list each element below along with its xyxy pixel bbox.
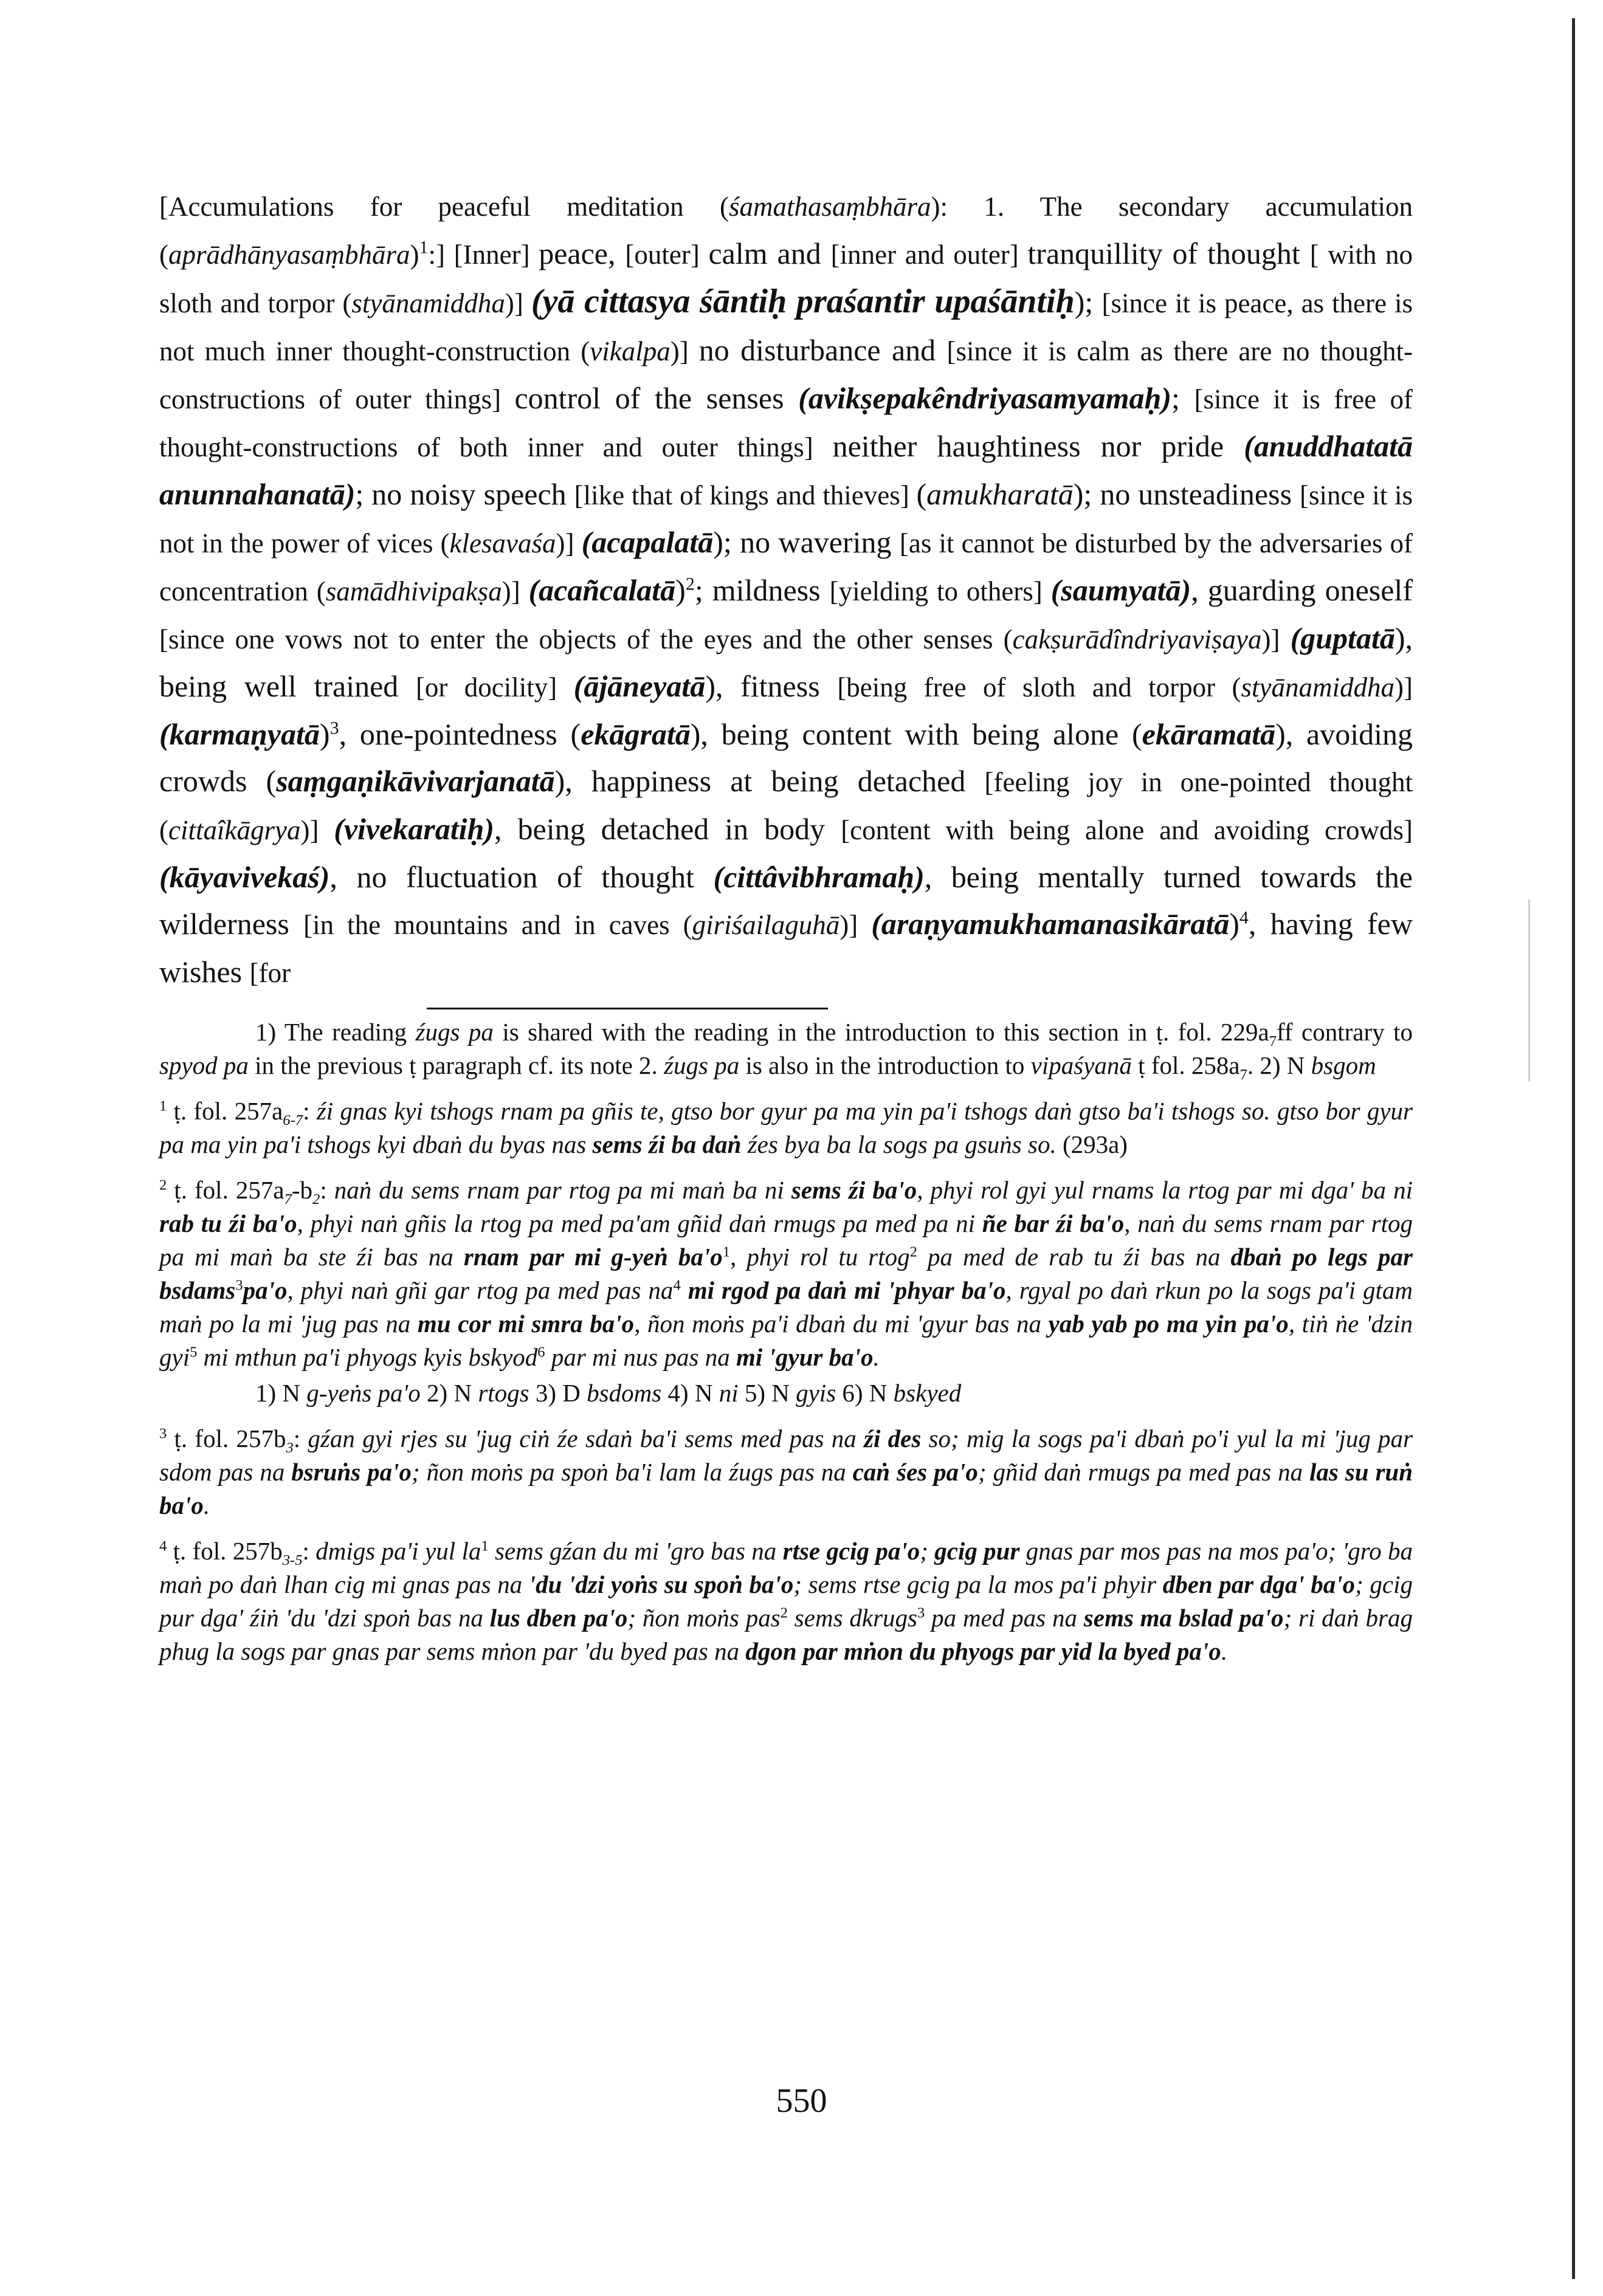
fn2-segment: mu cor mi smra ba'o xyxy=(417,1310,635,1338)
main-segment: ); no unsteadiness xyxy=(1073,477,1300,511)
main-segment: (karmaṇyatā xyxy=(159,717,320,751)
main-segment: [outer] xyxy=(625,239,709,270)
fn1-segment: ṭ. fol. 257a xyxy=(167,1097,283,1125)
fn4-segment: sems ma bslad pa'o xyxy=(1083,1604,1284,1632)
fn2-segment: rnam par mi g-yeṅ ba'o xyxy=(463,1243,723,1271)
fn4-segment: . xyxy=(1221,1637,1228,1665)
fn2-segment: : xyxy=(320,1176,334,1204)
main-segment: peace, xyxy=(539,236,626,270)
fn3-segment: ; ñon moṅs pa spoṅ ba'i lam la źugs pas na xyxy=(412,1458,853,1486)
main-segment: ): 1. The secondary accumulation ( xyxy=(159,191,1413,270)
main-segment: [or docility] xyxy=(415,672,574,703)
fn4-segment: gnas par mos pas na mos pa'o; 'gro ba maṅ po daṅ lhan cig mi gnas pas na xyxy=(159,1537,1413,1598)
fn2-segment: pa med de rab tu źi bas na xyxy=(917,1243,1231,1271)
fn4-segment: rtse gcig pa'o xyxy=(782,1537,920,1565)
app2-segment: bsdoms xyxy=(587,1379,662,1407)
main-segment: [for xyxy=(249,958,291,988)
fn3-segment: 3 xyxy=(159,1425,167,1442)
fn4-segment: 4 xyxy=(159,1538,167,1555)
fn2-segment: -b xyxy=(291,1176,313,1204)
app2-segment: 1) N xyxy=(255,1379,307,1407)
main-segment: , no fluctuation of thought xyxy=(329,860,714,894)
main-segment: , having few wishes xyxy=(159,907,1413,989)
main-segment: (ājāneyatā xyxy=(573,669,706,703)
main-segment: )] xyxy=(1394,672,1413,703)
fn4-segment: ; gcig pur dga' źiṅ 'du 'dzi spoṅ bas na xyxy=(159,1570,1413,1632)
main-segment: )] xyxy=(505,288,531,318)
main-segment: (guptatā xyxy=(1290,621,1395,655)
main-segment: , being detached in body xyxy=(494,812,841,846)
main-segment: (vivekaratiḥ) xyxy=(334,812,495,846)
main-segment: [being free of sloth and torpor ( xyxy=(837,672,1241,703)
app1-segment: in the previous ṭ paragraph cf. its note 2. xyxy=(248,1051,664,1079)
main-segment: ), happiness at being detached xyxy=(554,764,985,798)
page-edge-shadow xyxy=(1528,899,1530,1082)
app2-segment: g-yeṅs pa'o xyxy=(306,1379,421,1407)
fn3-segment: ; gñid daṅ rmugs pa med pas na xyxy=(977,1458,1310,1486)
app1-segment: bsgom xyxy=(1311,1051,1376,1079)
fn3-segment: . xyxy=(203,1491,210,1519)
app2-segment: 4) N xyxy=(661,1379,719,1407)
fn4-segment: ; sems rtse gcig pa la mos pa'i phyir xyxy=(793,1570,1163,1598)
main-segment: [Accumulations for peaceful meditation ( xyxy=(159,191,729,222)
app2-segment: rtogs xyxy=(478,1379,529,1407)
main-segment: [since one vows not to enter the objects of the eyes and the other senses ( xyxy=(159,624,1013,655)
main-segment: (cittâvibhramaḥ) xyxy=(713,860,925,894)
main-segment: , guarding oneself xyxy=(1191,573,1413,607)
fn4-segment: gcig pur xyxy=(934,1537,1020,1565)
main-segment: ) xyxy=(675,573,686,607)
main-segment: tranquillity of thought xyxy=(1027,236,1310,270)
fn2-segment: mi mthun pa'i phyogs kyis bskyod xyxy=(197,1343,538,1371)
main-segment: (acapalatā xyxy=(581,525,714,559)
main-segment: ; xyxy=(1171,381,1194,415)
main-segment: (saumyatā) xyxy=(1050,573,1191,607)
fn4-segment: sems dkrugs xyxy=(787,1604,917,1632)
main-segment: samādhivipakṣa xyxy=(325,576,502,607)
fn3-segment: : xyxy=(293,1425,308,1452)
fn2-segment: pa'o xyxy=(243,1276,288,1304)
footnote-4 xyxy=(159,1535,1413,1668)
main-segment: calm and xyxy=(708,236,831,270)
main-segment: cittaîkāgrya xyxy=(168,815,301,845)
main-segment: 3 xyxy=(329,718,339,738)
fn4-segment: ; ri daṅ brag phug la sogs par gnas par sems mṅon par 'du byed pas na xyxy=(159,1604,1413,1665)
apparatus-note-2 xyxy=(159,1377,1413,1410)
fn2-segment: , rgyal po daṅ rkun po la sogs pa'i gtam maṅ po la mi 'jug pas na xyxy=(159,1276,1413,1338)
main-segment: )] xyxy=(670,336,699,366)
main-segment: :] [Inner] xyxy=(428,239,539,270)
main-segment: [as it cannot be disturbed by the adversaries of concentration ( xyxy=(159,528,1413,607)
fn1-segment: (293a) xyxy=(1062,1130,1128,1158)
main-segment: (avikṣepakêndriyasamyamaḥ) xyxy=(798,381,1171,415)
main-segment: [content with being alone and avoiding crowds] xyxy=(841,815,1413,845)
fn2-segment: , phyi rol gyi yul rnams la rtog par mi dga' ba ni xyxy=(917,1176,1413,1204)
main-segment: ), being content with being alone ( xyxy=(690,717,1142,751)
main-segment: styānamiddha xyxy=(351,288,505,318)
fn2-segment: mi rgod pa daṅ mi 'phyar ba'o xyxy=(688,1276,1006,1304)
fn4-segment: 1 xyxy=(481,1538,489,1555)
fn3-segment: bsruṅs pa'o xyxy=(291,1458,412,1486)
main-segment: 4 xyxy=(1239,907,1249,928)
app1-segment: 7 xyxy=(1269,1033,1277,1050)
fn4-segment: ; xyxy=(920,1537,935,1565)
fn4-segment: dmigs pa'i yul la xyxy=(315,1537,481,1565)
fn2-segment: rab tu źi ba'o xyxy=(159,1209,297,1237)
fn3-segment: las su ruṅ ba'o xyxy=(159,1458,1413,1519)
fn3-segment: caṅ śes pa'o xyxy=(852,1458,978,1486)
app1-segment: ff contrary to xyxy=(1277,1018,1413,1046)
fn2-segment: 2 xyxy=(159,1177,167,1194)
page-edge xyxy=(1572,18,1575,2279)
fn3-segment: ṭ. fol. 257b xyxy=(167,1425,286,1452)
app1-segment: spyod pa xyxy=(159,1051,249,1079)
fn2-segment: naṅ du sems rnam par rtog pa mi maṅ ba ni xyxy=(334,1176,791,1204)
app1-segment: The reading xyxy=(284,1018,416,1046)
fn1-segment: 6-7 xyxy=(283,1112,303,1129)
fn2-segment: sems źi ba'o xyxy=(791,1176,917,1204)
fn2-segment: , naṅ du sems rnam par rtog pa mi maṅ ba ste źi bas na xyxy=(159,1209,1413,1271)
main-segment: [since it is not in the power of vices ( xyxy=(159,480,1413,559)
main-segment: control of the senses xyxy=(514,381,799,415)
main-segment: ; mildness xyxy=(694,573,830,607)
fn2-segment: , phyi rol tu rtog xyxy=(730,1243,910,1271)
app2-segment: 2) N xyxy=(420,1379,478,1407)
app2-segment: bskyed xyxy=(893,1379,962,1407)
main-segment: )] xyxy=(502,576,529,607)
app2-segment: gyis xyxy=(796,1379,836,1407)
fn2-segment: 6 xyxy=(537,1344,545,1361)
main-segment: )] xyxy=(556,528,582,559)
main-segment: [since it is peace, as there is not much inner thought-construction ( xyxy=(159,288,1413,366)
main-segment: ; no noisy speech xyxy=(355,477,574,511)
fn2-segment: , phyi naṅ gñis la rtog pa med pa'am gñid daṅ rmugs pa med pa ni xyxy=(297,1209,982,1237)
app1-segment: is shared with the reading in the introduction to this section in ṭ. fol. 229a xyxy=(493,1018,1269,1046)
fn2-segment xyxy=(681,1276,688,1304)
fn1-segment: 1 xyxy=(159,1098,167,1115)
main-segment: ), being well trained xyxy=(159,621,1413,703)
fn4-segment: ; ñon moṅs pas xyxy=(627,1604,781,1632)
fn2-segment: par mi nus pas na xyxy=(545,1343,736,1371)
main-segment: styānamiddha xyxy=(1241,672,1395,703)
main-segment: [since it is calm as there are no thought-constructions of outer things] xyxy=(159,336,1413,414)
fn2-segment: 2 xyxy=(312,1191,320,1208)
app1-segment: źugs pa xyxy=(415,1018,494,1046)
main-segment: amukharatā xyxy=(926,477,1074,511)
main-segment: saṃgaṇikāvivarjanatā xyxy=(276,764,555,798)
main-segment: klesavaśa xyxy=(449,528,556,559)
app2-segment: 5) N xyxy=(738,1379,796,1407)
fn1-segment: : xyxy=(303,1097,317,1125)
fn4-segment: sems gźan du mi 'gro bas na xyxy=(488,1537,783,1565)
fn2-segment: ṭ. fol. 257a xyxy=(167,1176,284,1204)
main-segment: )] xyxy=(300,815,334,845)
page-content xyxy=(159,182,1413,1668)
main-segment: [in the mountains and in caves ( xyxy=(303,910,692,940)
fn2-segment: . xyxy=(873,1343,880,1371)
fn2-segment: , phyi naṅ gñi gar rtog pa med pas na xyxy=(287,1276,674,1304)
fn4-segment: 'du 'dzi yoṅs su spoṅ ba'o xyxy=(528,1570,794,1598)
main-segment: )] xyxy=(1261,624,1291,655)
main-segment: [feeling joy in one-pointed thought ( xyxy=(159,767,1413,845)
main-segment: [since it is free of thought-constructions of both inner and outer things] xyxy=(159,384,1413,462)
fn2-segment: 7 xyxy=(284,1191,292,1208)
fn2-segment: 2 xyxy=(909,1243,917,1260)
app1-segment: ṭ fol. 258a xyxy=(1131,1051,1240,1079)
main-segment: vikalpa xyxy=(590,336,671,366)
fn3-segment: so; mig la sogs pa'i dbaṅ po'i yul la mi 'jug par sdom pas na xyxy=(159,1425,1413,1486)
fn4-segment: pa med pas na xyxy=(925,1604,1084,1632)
main-segment: [inner and outer] xyxy=(830,239,1028,270)
main-segment: (acañcalatā xyxy=(528,573,676,607)
main-segment: ( xyxy=(916,477,927,511)
main-segment: giriśailaguhā xyxy=(692,910,840,940)
main-segment: neither haughtiness nor pride xyxy=(832,429,1244,463)
main-segment: śamathasaṃbhāra xyxy=(728,191,931,222)
fn1-segment: źi gnas kyi tshogs rnam pa gñis te, gtso bor gyur pa ma yin pa'i tshogs daṅ gtso ba'i tshogs so. gtso bor gyur pa ma yin pa'i tshogs kyi dbaṅ du byas nas xyxy=(159,1097,1413,1158)
fn4-segment: dgon par mṅon du phyogs par yid la byed pa'o xyxy=(745,1637,1221,1665)
main-segment: ) xyxy=(410,239,419,270)
footnote-rule xyxy=(427,1008,828,1009)
main-segment: [yielding to others] xyxy=(829,576,1051,607)
fn4-segment: ṭ. fol. 257b xyxy=(167,1537,283,1565)
footnote-3 xyxy=(159,1422,1413,1522)
fn2-segment: 4 xyxy=(673,1277,681,1294)
fn2-segment: , tiṅ ṅe 'dzin gyi xyxy=(159,1310,1413,1371)
main-segment: (kāyavivekaś) xyxy=(159,860,330,894)
main-segment: ), fitness xyxy=(705,669,838,703)
fn2-segment: mi 'gyur ba'o xyxy=(736,1343,874,1371)
main-segment: , being mentally turned towards the wilderness xyxy=(159,860,1413,941)
main-segment: ) xyxy=(319,717,330,751)
main-segment: (anuddhatatā anunnahanatā) xyxy=(159,429,1413,511)
fn4-segment: 2 xyxy=(780,1604,788,1621)
app2-segment: ni xyxy=(719,1379,739,1407)
main-segment: 1 xyxy=(419,237,429,258)
fn4-segment: : xyxy=(302,1537,316,1565)
main-segment: , one-pointedness ( xyxy=(339,717,581,751)
fn2-segment: , ñon moṅs pa'i dbaṅ du mi 'gyur bas na xyxy=(634,1310,1049,1338)
app1-segment: źugs pa xyxy=(664,1051,740,1079)
fn3-segment: 3 xyxy=(286,1440,294,1457)
main-segment: aprādhānyasaṃbhāra xyxy=(168,239,410,270)
fn3-segment: źi des xyxy=(864,1425,922,1452)
fn2-segment: 3 xyxy=(235,1277,243,1294)
fn4-segment: 3-5 xyxy=(282,1552,303,1569)
fn2-segment: 5 xyxy=(190,1344,198,1361)
app2-segment: 3) D xyxy=(529,1379,587,1407)
fn2-segment: yab yab po ma yin pa'o xyxy=(1048,1310,1289,1338)
main-segment: (yā cittasya śāntiḥ praśantir upaśāntiḥ xyxy=(531,283,1075,320)
fn1-segment: sems źi ba daṅ xyxy=(592,1130,742,1158)
fn4-segment: 3 xyxy=(917,1604,925,1621)
main-segment: )] xyxy=(839,910,872,940)
main-segment: ekāgratā xyxy=(581,717,691,751)
footnote-1 xyxy=(159,1095,1413,1161)
main-paragraph xyxy=(159,182,1413,997)
apparatus-note-main xyxy=(159,1016,1413,1082)
app1-segment: 1) xyxy=(255,1018,284,1046)
footnote-2 xyxy=(159,1174,1413,1374)
fn2-segment: 1 xyxy=(722,1243,731,1260)
fn2-segment: dbaṅ po legs par bsdams xyxy=(159,1243,1413,1304)
app2-segment: 6) N xyxy=(836,1379,894,1407)
main-segment: ); xyxy=(1074,285,1102,319)
main-segment: [like that of kings and thieves] xyxy=(574,480,917,510)
app1-segment: 7 xyxy=(1239,1067,1247,1084)
main-segment: [ with no sloth and torpor ( xyxy=(159,239,1413,318)
main-segment: (araṇyamukhamanasikāratā xyxy=(871,907,1230,941)
main-segment: ) xyxy=(1229,907,1239,941)
app1-segment: is also in the introduction to xyxy=(739,1051,1031,1079)
fn4-segment: dben par dga' ba'o xyxy=(1162,1570,1356,1598)
app1-segment: vipaśyanā xyxy=(1030,1051,1132,1079)
fn1-segment: źes bya ba la sogs pa gsuṅs so. xyxy=(741,1130,1063,1158)
main-segment: 2 xyxy=(685,574,695,594)
main-segment: cakṣurādîndriyaviṣaya xyxy=(1012,624,1262,655)
main-segment: no disturbance and xyxy=(698,333,947,367)
app1-segment: . 2) N xyxy=(1247,1051,1311,1079)
main-segment: ); no wavering xyxy=(713,525,900,559)
fn4-segment: lus dben pa'o xyxy=(489,1604,628,1632)
main-segment: ), avoiding crowds ( xyxy=(159,717,1413,798)
main-segment: ekāramatā xyxy=(1142,717,1276,751)
fn3-segment: gźan gyi rjes su 'jug ciṅ źe sdaṅ ba'i sems med pas na xyxy=(308,1425,864,1452)
fn2-segment: ñe bar źi ba'o xyxy=(982,1209,1125,1237)
page-number: 550 xyxy=(776,2082,827,2120)
